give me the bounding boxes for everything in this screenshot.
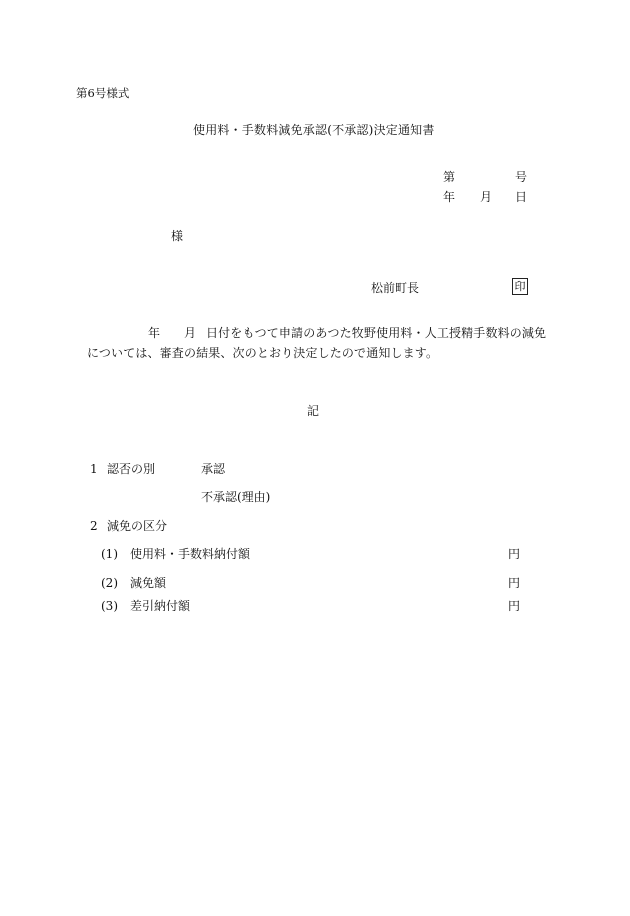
date-year: 年 xyxy=(443,190,456,204)
option-reject: 不承認(理由) xyxy=(201,490,271,504)
document-number-label: 第 xyxy=(443,170,456,184)
row-1-number: (1) xyxy=(101,547,118,561)
row-2-unit: 円 xyxy=(508,576,521,590)
row-3-label: 差引納付額 xyxy=(130,599,191,613)
row-3-unit: 円 xyxy=(508,599,521,613)
row-1-unit: 円 xyxy=(508,547,521,561)
section-2-label: 減免の区分 xyxy=(107,519,168,533)
section-1-label: 認否の別 xyxy=(107,462,156,476)
row-2-number: (2) xyxy=(101,576,118,590)
body-month: 月 xyxy=(184,326,197,340)
section-1-number: 1 xyxy=(90,462,98,476)
section-2-number: 2 xyxy=(90,519,98,533)
body-text-line-1: 日付をもつて申請のあつた牧野使用料・人工授精手数料の減免 xyxy=(206,326,547,340)
row-1-label: 使用料・手数料納付額 xyxy=(130,547,251,561)
body-year: 年 xyxy=(148,326,161,340)
body-text-line-2: については、審査の結果、次のとおり決定したので通知します。 xyxy=(87,346,439,360)
date-month: 月 xyxy=(480,190,493,204)
ki-heading: 記 xyxy=(307,404,320,418)
form-number: 第6号様式 xyxy=(76,86,130,100)
option-approve: 承認 xyxy=(201,462,226,476)
document-number-suffix: 号 xyxy=(515,170,528,184)
row-2-label: 減免額 xyxy=(130,576,167,590)
addressee-suffix: 様 xyxy=(171,229,184,243)
document-title: 使用料・手数料減免承認(不承認)決定通知書 xyxy=(193,123,435,137)
row-3-number: (3) xyxy=(101,599,118,613)
seal-mark: 印 xyxy=(512,278,528,295)
date-day: 日 xyxy=(515,190,528,204)
issuer-name: 松前町長 xyxy=(371,281,420,295)
